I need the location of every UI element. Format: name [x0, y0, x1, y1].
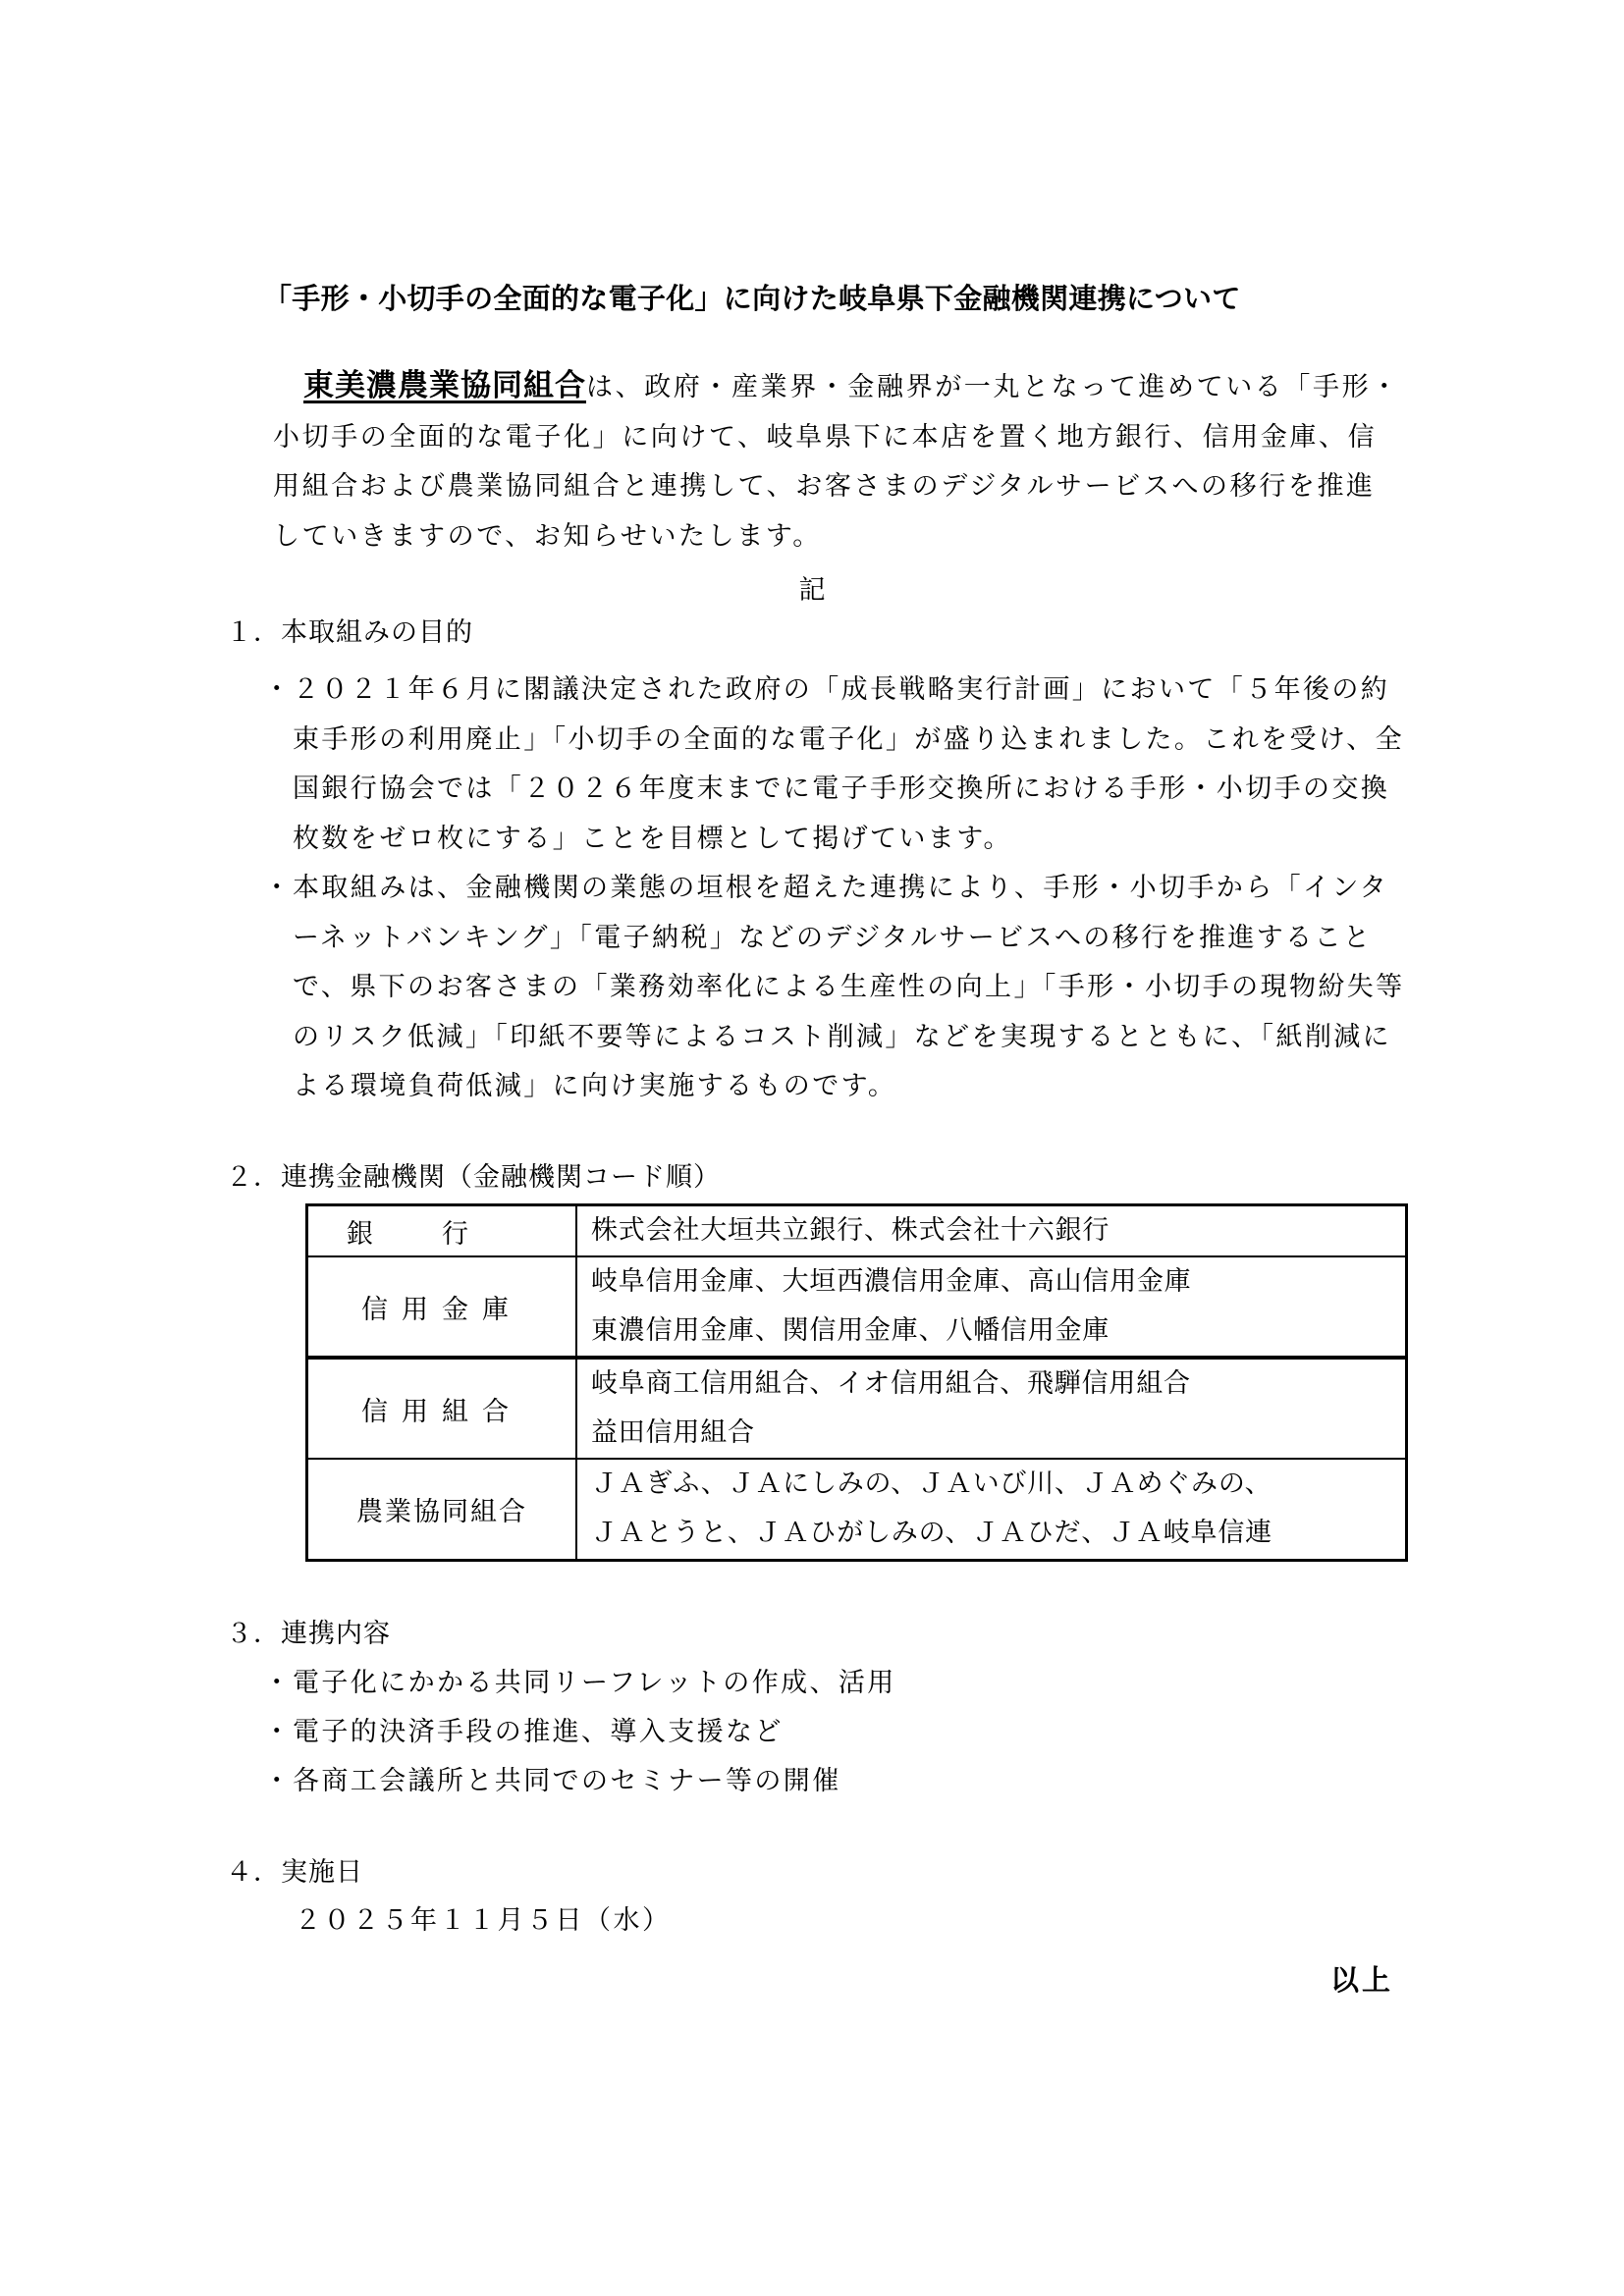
category-cell: [307, 1205, 577, 1257]
section-heading-purpose: １．本取組みの目的: [226, 617, 473, 648]
category-label: 信用金庫: [361, 1294, 522, 1325]
list-item: [263, 1713, 1410, 1752]
category-label: 信用組合: [361, 1396, 522, 1427]
institutions-cell: [576, 1256, 1407, 1358]
section-heading-date: ４．実施日: [226, 1857, 363, 1888]
closing-ijou: 以上: [1330, 1963, 1394, 1997]
content-bullet-list: [263, 1664, 1410, 1811]
category-label: 農業協同組合: [356, 1496, 527, 1527]
institutions-cell: [576, 1459, 1407, 1560]
institutions-table: [305, 1203, 1408, 1562]
institution-line: ＪＡとうと、ＪＡひがしみの、ＪＡひだ、ＪＡ岐阜信連: [591, 1518, 1272, 1549]
category-cell: [307, 1358, 577, 1459]
bullet-mark: ・: [263, 1668, 293, 1698]
intro-text: は、政府・産業界・金融界が一丸となって進めている「手形・小切手の全面的な電子化」に向けて、岐阜県下に本店を置く地方銀行、信用金庫、信用組合および農業協同組合と連携して、お客さまのデジタルサービスへの移行を推進していきますので、お知らせいたします。: [273, 372, 1400, 552]
bullet-mark: ・: [263, 674, 293, 705]
institutions-cell: [576, 1205, 1407, 1257]
organization-name: 東美濃農業協同組合: [303, 368, 586, 403]
bullet-text: 電子的決済手段の推進、導入支援など: [293, 1717, 784, 1747]
bullet-text: 本取組みは、金融機関の業態の垣根を超えた連携により、手形・小切手から「インターネットバンキング」「電子納税」などのデジタルサービスへの移行を推進することで、県下のお客さまの「業務効率化による生産性の向上」「手形・小切手の現物紛失等のリスク低減」「印紙不要等によるコスト削減」などを実現するとともに、「紙削減による環境負荷低減」に向け実施するものです。: [293, 873, 1405, 1101]
category-label: 銀行: [347, 1218, 537, 1250]
institution-line: 株式会社大垣共立銀行、株式会社十六銀行: [591, 1215, 1110, 1246]
list-item: [263, 1762, 1410, 1801]
bullet-mark: ・: [263, 873, 293, 903]
list-item: [263, 1664, 1410, 1703]
list-item: [263, 864, 1410, 1112]
bullet-text: 電子化にかかる共同リーフレットの作成、活用: [293, 1668, 896, 1698]
intro-paragraph: [273, 361, 1404, 561]
bullet-mark: ・: [263, 1766, 293, 1796]
table-row: [307, 1205, 1407, 1257]
section-heading-institutions: ２．連携金融機関（金融機関コード順）: [226, 1162, 721, 1193]
bullet-text: 各商工会議所と共同でのセミナー等の開催: [293, 1766, 841, 1796]
institution-line: 東濃信用金庫、関信用金庫、八幡信用金庫: [591, 1315, 1110, 1346]
category-cell: [307, 1459, 577, 1560]
institution-line: 岐阜信用金庫、大垣西濃信用金庫、高山信用金庫: [591, 1266, 1192, 1297]
table-row: [307, 1459, 1407, 1560]
document-title: 「手形・小切手の全面的な電子化」に向けた岐阜県下金融機関連携について: [263, 282, 1241, 315]
table-row: [307, 1256, 1407, 1358]
purpose-bullet-list: [263, 666, 1410, 1112]
ki-marker: 記: [798, 575, 826, 606]
bullet-mark: ・: [263, 1717, 293, 1747]
institution-line: ＪＡぎふ、ＪＡにしみの、ＪＡいび川、ＪＡめぐみの、: [591, 1468, 1272, 1500]
institution-line: 岐阜商工信用組合、イオ信用組合、飛騨信用組合: [591, 1368, 1191, 1399]
institutions-cell: [576, 1358, 1407, 1459]
list-item: [263, 666, 1410, 864]
category-cell: [307, 1256, 577, 1358]
implementation-date: ２０２５年１１月５日（水）: [295, 1905, 672, 1936]
section-heading-content: ３．連携内容: [226, 1619, 391, 1649]
bullet-text: ２０２１年６月に閣議決定された政府の「成長戦略実行計画」において「５年後の約束手形の利用廃止」「小切手の全面的な電子化」が盛り込まれました。これを受け、全国銀行協会では「２０２６年度末までに電子手形交換所における手形・小切手の交換枚数をゼロ枚にする」ことを目標として掲げています。: [293, 674, 1405, 854]
institution-line: 益田信用組合: [591, 1417, 755, 1448]
table-row: [307, 1358, 1407, 1459]
